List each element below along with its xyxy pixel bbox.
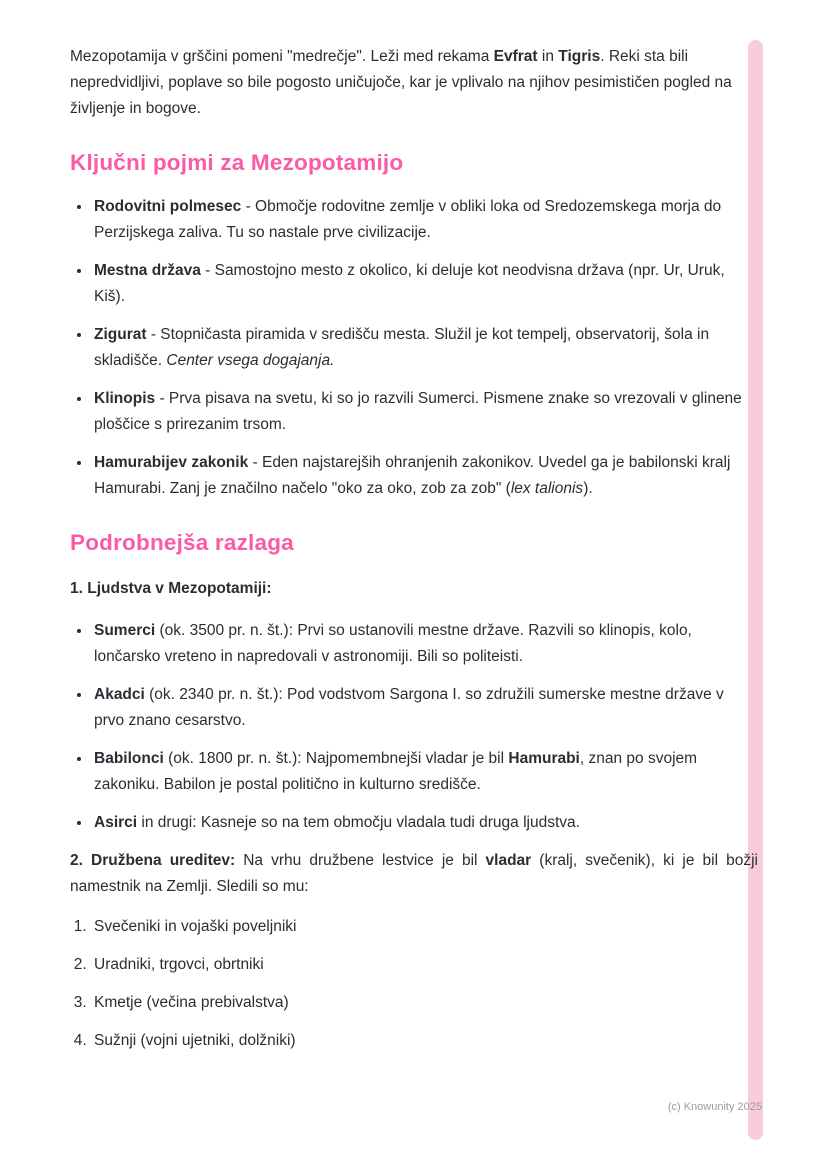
social-order-paragraph <box>70 848 758 900</box>
list-item <box>92 618 758 670</box>
text-segment: Klinopis <box>94 390 156 407</box>
text-segment: lex talionis <box>510 480 584 497</box>
text-segment: ). <box>583 480 593 497</box>
list-item <box>92 682 758 734</box>
list-item: 4. Sužnji (vojni ujetniki, dolžniki) <box>91 1028 758 1054</box>
text-segment: vladar <box>485 852 532 869</box>
list-item <box>92 450 758 502</box>
footer-credit: (c) Knowunity 2025 <box>667 1101 762 1113</box>
text-segment: Center vsega dogajanja. <box>166 352 335 369</box>
text-segment: Na vrhu družbene lestvice je bil <box>235 852 486 869</box>
text-segment: (ok. 2340 pr. n. št.): Pod vodstvom Sargona I. so združili sumerske mestne države v prvo znano cesarstvo. <box>94 686 724 729</box>
list-item <box>92 322 758 374</box>
text-segment: - Eden najstarejših ohranjenih zakonikov. Uvedel ga je babilonski kralj Hamurabi. Zanj je značilno načelo "oko za oko, zob za zob" ( <box>94 454 731 497</box>
section-title-key-terms: Ključni pojmi za Mezopotamijo <box>70 150 404 175</box>
text-segment: Sumerci <box>94 622 156 639</box>
intro-paragraph <box>70 44 758 122</box>
key-terms-list <box>70 194 758 502</box>
social-hierarchy-list <box>70 914 758 1054</box>
text-segment: (ok. 1800 pr. n. št.): Najpomembnejši vladar je bil <box>163 750 509 767</box>
text-segment: Hamurabi <box>508 750 580 767</box>
text-segment: (ok. 3500 pr. n. št.): Prvi so ustanovili mestne države. Razvili so klinopis, kolo, lončarsko vreteno in napredovali v astronomiji. Bili so politeisti. <box>94 622 692 665</box>
text-segment: - Samostojno mesto z okolico, ki deluje kot neodvisna država (npr. Ur, Uruk, Kiš). <box>94 262 725 305</box>
list-item: 2. Uradniki, trgovci, obrtniki <box>91 952 758 978</box>
list-item <box>92 194 758 246</box>
text-segment: Babilonci <box>94 750 164 767</box>
text-segment: Asirci <box>94 814 138 831</box>
text-segment: (kralj, svečenik), ki je bil božji namestnik na Zemlji. Sledili so mu: <box>70 852 758 895</box>
text-segment: 2. Družbena ureditev: <box>70 852 236 869</box>
text-segment: - Območje rodovitne zemlje v obliki loka od Sredozemskega morja do Perzijskega zaliva. Tu so nastale prve civilizacije. <box>94 198 722 241</box>
subsection-heading-peoples: 1. Ljudstva v Mezopotamiji: <box>70 580 272 597</box>
text-segment: , znan po svojem zakoniku. Babilon je postal politično in kulturno središče. <box>94 750 698 793</box>
list-item: 1. Svečeniki in vojaški poveljniki <box>91 914 758 940</box>
list-item <box>92 386 758 438</box>
text-segment: - Prva pisava na svetu, ki so jo razvili Sumerci. Pismene znake so vrezovali v glinene ploščice s prirezanim trsom. <box>94 390 742 433</box>
text-segment: in drugi: Kasneje so na tem območju vladala tudi druga ljudstva. <box>137 814 580 831</box>
text-segment: Mezopotamija v grščini pomeni "medrečje". Leži med rekama <box>70 48 494 65</box>
text-segment: Zigurat <box>94 326 147 343</box>
list-item <box>92 258 758 310</box>
list-item <box>92 810 758 836</box>
text-segment: Evfrat <box>493 48 538 65</box>
list-item: 3. Kmetje (večina prebivalstva) <box>91 990 758 1016</box>
text-segment: Tigris <box>558 48 601 65</box>
text-segment: Mestna država <box>94 262 201 279</box>
text-segment: Rodovitni polmesec <box>94 198 242 215</box>
text-segment: . Reki sta bili nepredvidljivi, poplave so bile pogosto uničujoče, kar je vplivalo na njihov pesimističen pogled na življenje in bogove. <box>70 48 732 117</box>
list-item <box>92 746 758 798</box>
peoples-list <box>70 618 758 836</box>
text-segment: - Stopničasta piramida v središču mesta. Služil je kot tempelj, observatorij, šola in skladišče. <box>94 326 710 369</box>
text-segment: Akadci <box>94 686 145 703</box>
section-title-detailed-explanation: Podrobnejša razlaga <box>70 530 294 555</box>
text-segment: in <box>537 48 559 65</box>
text-segment: Hamurabijev zakonik <box>94 454 249 471</box>
